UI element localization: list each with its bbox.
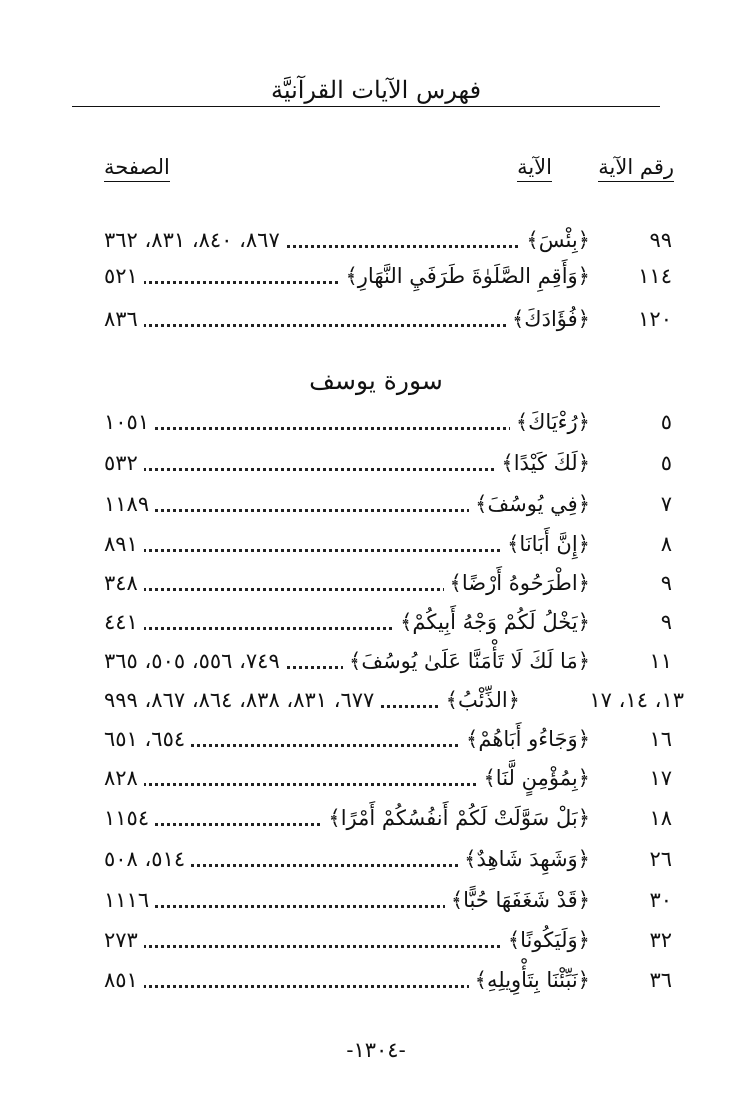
ayah-text: ﴿رُءْيَاكَ﴾	[510, 402, 590, 442]
ayah-number: ١٢٠	[638, 307, 672, 331]
ayah-number: ٢٦	[649, 847, 672, 871]
ayah-number: ١٨	[649, 806, 672, 830]
surah-title: سورة يوسف	[309, 366, 443, 395]
index-row	[72, 641, 680, 681]
index-row	[72, 563, 680, 603]
page-references: ١١١٦	[104, 880, 155, 920]
ayah-number: ٧	[660, 492, 672, 516]
ayah-text: ﴿إِنَّ أَبَانَا﴾	[501, 524, 590, 564]
ayah-number: ١٦	[649, 727, 672, 751]
page-references: ١١٥٤	[104, 798, 155, 838]
index-row	[72, 220, 680, 260]
column-header-page-label: الصفحة	[104, 155, 170, 182]
page-references: ٥٣٢	[104, 443, 144, 483]
index-row	[72, 758, 680, 798]
page-references: ٤٤١	[104, 602, 144, 642]
ayah-text: ﴿وَلَيَكُونًا﴾	[502, 920, 590, 960]
column-header-ayah-number-label: رقم الآية	[598, 155, 674, 182]
page-references: ٥٢١	[104, 256, 144, 296]
index-row	[72, 960, 680, 1000]
page-references: ٨٦٧، ٨٤٠، ٨٣١، ٣٦٢	[104, 220, 286, 260]
ayah-number: ٣٢	[649, 928, 672, 952]
index-row	[72, 920, 680, 960]
index-row	[72, 402, 680, 442]
page-references: ٧٤٩، ٥٥٦، ٥٠٥، ٣٦٥	[104, 641, 286, 681]
ayah-text: ﴿فِي يُوسُفَ﴾	[469, 484, 590, 524]
page-references: ٨٩١	[104, 524, 144, 564]
ayah-number: ٣٦	[649, 968, 672, 992]
ayah-text: ﴿بَلْ سَوَّلَتْ لَكُمْ أَنفُسُكُمْ أَمْرًا﴾	[322, 798, 590, 838]
page-references: ٦٧٧، ٨٣١، ٨٣٨، ٨٦٤، ٨٦٧، ٩٩٩	[104, 680, 380, 720]
ayah-number: ٨	[660, 532, 672, 556]
ayah-text: ﴿قَدْ شَغَفَهَا حُبًّا﴾	[445, 880, 590, 920]
column-header-page	[104, 155, 170, 179]
index-row	[72, 484, 680, 524]
page-references: ٨٢٨	[104, 758, 144, 798]
ayah-text: ﴿فُؤَادَكَ﴾	[506, 299, 590, 339]
ayah-text: ﴿بِمُؤْمِنٍ لَّنَا﴾	[478, 758, 591, 798]
index-row	[72, 299, 680, 339]
ayah-text: ﴿الذِّئْبُ﴾	[440, 680, 520, 720]
page-references: ٣٤٨	[104, 563, 144, 603]
page-references: ٨٣٦	[104, 299, 144, 339]
column-header-ayah	[517, 155, 552, 179]
index-row	[72, 602, 680, 642]
index-row	[72, 524, 680, 564]
ayah-text: ﴿نَبِّئْنَا بِتَأْوِيلِهِ﴾	[469, 960, 590, 1000]
ayah-number: ٣٠	[649, 888, 672, 912]
ayah-text: ﴿وَشَهِدَ شَاهِدٌ﴾	[458, 839, 590, 879]
index-row	[72, 680, 684, 720]
ayah-number: ٩	[660, 610, 672, 634]
column-header-ayah-number	[598, 155, 674, 179]
ayah-number: ٩	[660, 571, 672, 595]
index-row	[72, 443, 680, 483]
ayah-number: ٥	[660, 410, 672, 434]
index-row	[72, 719, 680, 759]
page-number: -١٣٠٤-	[346, 1038, 406, 1062]
ayah-text: ﴿مَا لَكَ لَا تَأْمَنَّا عَلَىٰ يُوسُفَ﴾	[343, 641, 590, 681]
ayah-text: ﴿بِئْسَ﴾	[520, 220, 590, 260]
index-row	[72, 839, 680, 879]
index-row	[72, 256, 680, 296]
ayah-number: ١٧	[649, 766, 672, 790]
index-row	[72, 880, 680, 920]
ayah-number: ٥	[660, 451, 672, 475]
ayah-number: ١٣، ١٤، ١٧	[589, 688, 684, 712]
ayah-text: ﴿وَجَاءُو أَبَاهُمْ﴾	[460, 719, 590, 759]
title-divider	[72, 106, 660, 107]
page-references: ٥١٤، ٥٠٨	[104, 839, 191, 879]
page-references: ٢٧٣	[104, 920, 144, 960]
page-title: فهرس الآيات القرآنيَّة	[270, 76, 482, 104]
index-row	[72, 798, 680, 838]
page-references: ٨٥١	[104, 960, 144, 1000]
page-references: ١١٨٩	[104, 484, 155, 524]
ayah-text: ﴿لَكَ كَيْدًا﴾	[495, 443, 590, 483]
page-references: ١٠٥١	[104, 402, 155, 442]
column-header-ayah-label: الآية	[517, 155, 552, 182]
ayah-number: ٩٩	[649, 228, 672, 252]
ayah-text: ﴿اطْرَحُوهُ أَرْضًا﴾	[444, 563, 590, 603]
ayah-number: ١١٤	[638, 264, 672, 288]
page-references: ٦٥٤، ٦٥١	[104, 719, 191, 759]
ayah-number: ١١	[649, 649, 672, 673]
ayah-text: ﴿يَخْلُ لَكُمْ وَجْهُ أَبِيكُمْ﴾	[394, 602, 590, 642]
ayah-text: ﴿وَأَقِمِ الصَّلَوٰةَ طَرَفَيِ النَّهَارِ﴾	[339, 256, 590, 296]
